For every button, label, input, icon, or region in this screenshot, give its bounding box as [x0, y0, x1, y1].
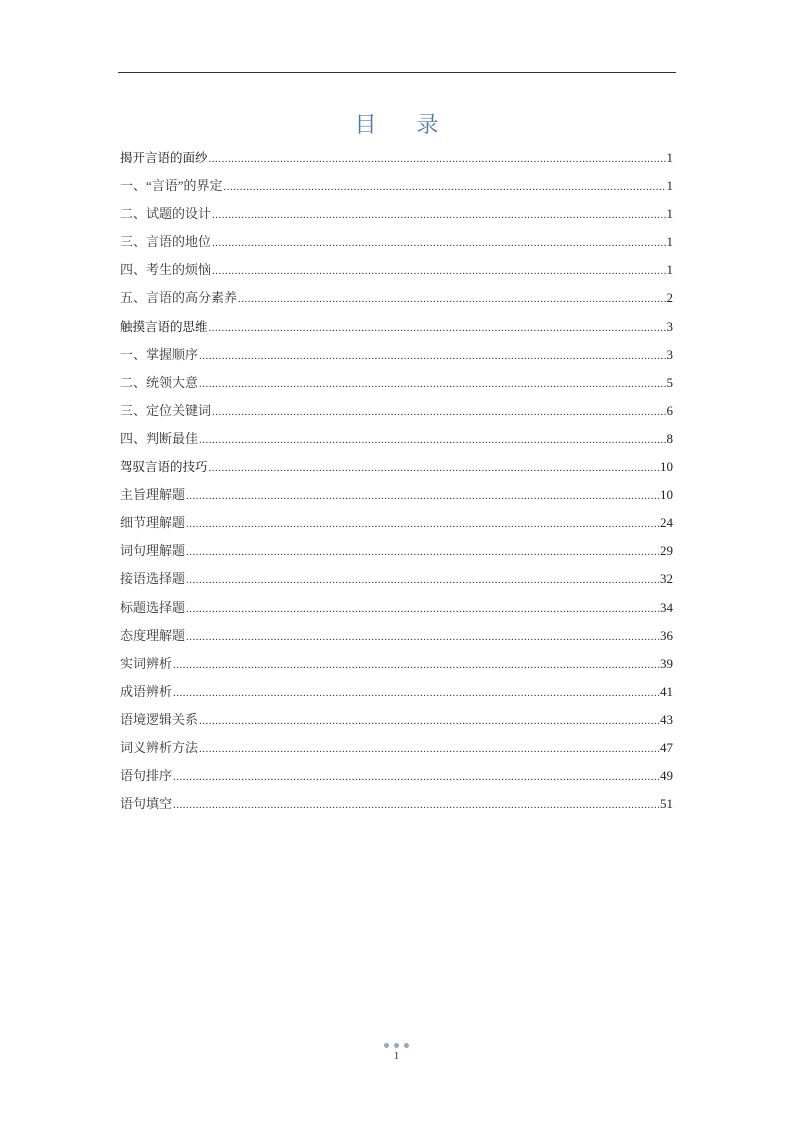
toc-entry-page: 3: [666, 318, 673, 334]
toc-entry-label: 二、试题的设计: [120, 206, 212, 222]
toc-entry-label: 四、考生的烦恼: [120, 262, 212, 278]
toc-entry-page: 1: [666, 150, 673, 165]
toc-entry[interactable]: [120, 148, 673, 176]
dot-leader: [209, 318, 666, 338]
toc-entry-label: 成语辨析: [120, 683, 173, 699]
page-footer: [0, 1043, 793, 1062]
dot-icon: [394, 1043, 399, 1048]
toc-entry-page: 2: [666, 290, 673, 306]
toc-entry[interactable]: [120, 260, 673, 288]
toc-entry-page: 49: [660, 768, 673, 784]
dot-leader: [224, 177, 666, 197]
toc-entry-label: 三、定位关键词: [120, 402, 212, 418]
toc-entry-page: 1: [666, 262, 673, 278]
toc-entry-page: 1: [666, 178, 673, 194]
toc-entry[interactable]: [120, 288, 673, 316]
footer-dots-decoration: [0, 1043, 793, 1048]
toc-entry[interactable]: [120, 345, 673, 373]
toc-entry-page: 8: [666, 430, 673, 446]
toc-entry-page: 39: [660, 655, 673, 671]
toc-entry-page: 32: [660, 571, 673, 587]
toc-entry-page: 5: [666, 374, 673, 390]
toc-entry-label: 一、“言语”的界定: [120, 178, 223, 194]
dot-leader: [238, 289, 665, 309]
toc-entry[interactable]: [120, 457, 673, 485]
toc-entry-page: 29: [660, 543, 673, 559]
toc-entry-label: 五、言语的高分素养: [120, 290, 238, 306]
dot-leader: [212, 261, 665, 281]
toc-entry[interactable]: [120, 232, 673, 260]
toc-entry-page: 3: [666, 346, 673, 362]
dot-leader: [173, 795, 659, 815]
dot-leader: [199, 739, 659, 759]
toc-entry[interactable]: [120, 513, 673, 541]
toc-entry[interactable]: [120, 738, 673, 766]
toc-entry-label: 三、言语的地位: [120, 234, 212, 250]
toc-entry-page: 43: [660, 711, 673, 727]
toc-entry-label: 细节理解题: [120, 515, 186, 531]
toc-entry-label: 语句排序: [120, 768, 173, 784]
toc-entry[interactable]: [120, 176, 673, 204]
toc-title-char-2: 录: [416, 112, 439, 137]
toc-entry-page: 47: [660, 739, 673, 755]
toc-entry-label: 态度理解题: [120, 627, 186, 643]
dot-leader: [212, 402, 665, 422]
toc-entry-label: 实词辨析: [120, 655, 173, 671]
dot-leader: [186, 514, 659, 534]
dot-leader: [173, 767, 659, 787]
toc-entry[interactable]: [120, 710, 673, 738]
page-number: 1: [393, 1050, 400, 1062]
toc-entry-label: 标题选择题: [120, 599, 186, 615]
toc-entry-page: 10: [660, 459, 673, 475]
toc-entry-page: 36: [660, 627, 673, 643]
dot-leader: [186, 627, 659, 647]
toc-entry[interactable]: [120, 429, 673, 457]
dot-leader: [212, 233, 665, 253]
toc-entry-label: 驾驭言语的技巧: [120, 459, 208, 475]
dot-leader: [209, 458, 659, 478]
toc-entry-label: 主旨理解题: [120, 487, 186, 503]
dot-icon: [404, 1043, 409, 1048]
dot-leader: [186, 570, 659, 590]
toc-entry-label: 二、统领大意: [120, 374, 199, 390]
toc-entry-label: 一、掌握顺序: [120, 346, 199, 362]
dot-leader: [199, 430, 665, 450]
toc-entry-page: 1: [666, 206, 673, 222]
toc-entry[interactable]: [120, 682, 673, 710]
toc-entry[interactable]: [120, 317, 673, 345]
dot-leader: [186, 542, 659, 562]
toc-entry-page: 6: [666, 402, 673, 418]
toc-entry[interactable]: [120, 598, 673, 626]
toc-entry-label: 语句填空: [120, 796, 173, 812]
toc-entry-page: 24: [660, 515, 673, 531]
dot-icon: [384, 1043, 389, 1048]
dot-leader: [173, 683, 659, 703]
dot-leader: [186, 486, 659, 506]
dot-leader: [186, 599, 659, 619]
toc-entry-label: 接语选择题: [120, 571, 186, 587]
toc-entry-label: 触摸言语的思维: [120, 318, 208, 334]
toc-entry[interactable]: [120, 626, 673, 654]
dot-leader: [173, 655, 659, 675]
toc-entry[interactable]: [120, 654, 673, 682]
toc-title: [0, 108, 793, 139]
toc-entry[interactable]: [120, 766, 673, 794]
toc-title-char-1: 目: [354, 112, 377, 137]
toc-entry-page: 51: [660, 796, 673, 812]
toc-entry-page: 41: [660, 683, 673, 699]
toc-entry-label: 四、判断最佳: [120, 430, 199, 446]
toc-entry[interactable]: [120, 485, 673, 513]
toc-entry[interactable]: [120, 569, 673, 597]
toc-entry[interactable]: [120, 794, 673, 822]
toc-entry-page: 1: [666, 234, 673, 250]
dot-leader: [199, 346, 665, 366]
toc-entry-label: 词句理解题: [120, 543, 186, 559]
toc-entry-label: 揭开言语的面纱: [120, 150, 208, 165]
toc-entry-page: 34: [660, 599, 673, 615]
toc-entry-label: 词义辨析方法: [120, 739, 199, 755]
table-of-contents: [120, 148, 673, 822]
dot-leader: [209, 149, 666, 169]
dot-leader: [212, 205, 665, 225]
dot-leader: [199, 711, 659, 731]
toc-entry-page: 10: [660, 487, 673, 503]
toc-entry-label: 语境逻辑关系: [120, 711, 199, 727]
header-rule: [118, 72, 676, 73]
toc-entry[interactable]: [120, 401, 673, 429]
dot-leader: [199, 374, 665, 394]
toc-entry[interactable]: [120, 373, 673, 401]
toc-entry[interactable]: [120, 541, 673, 569]
toc-entry[interactable]: [120, 204, 673, 232]
